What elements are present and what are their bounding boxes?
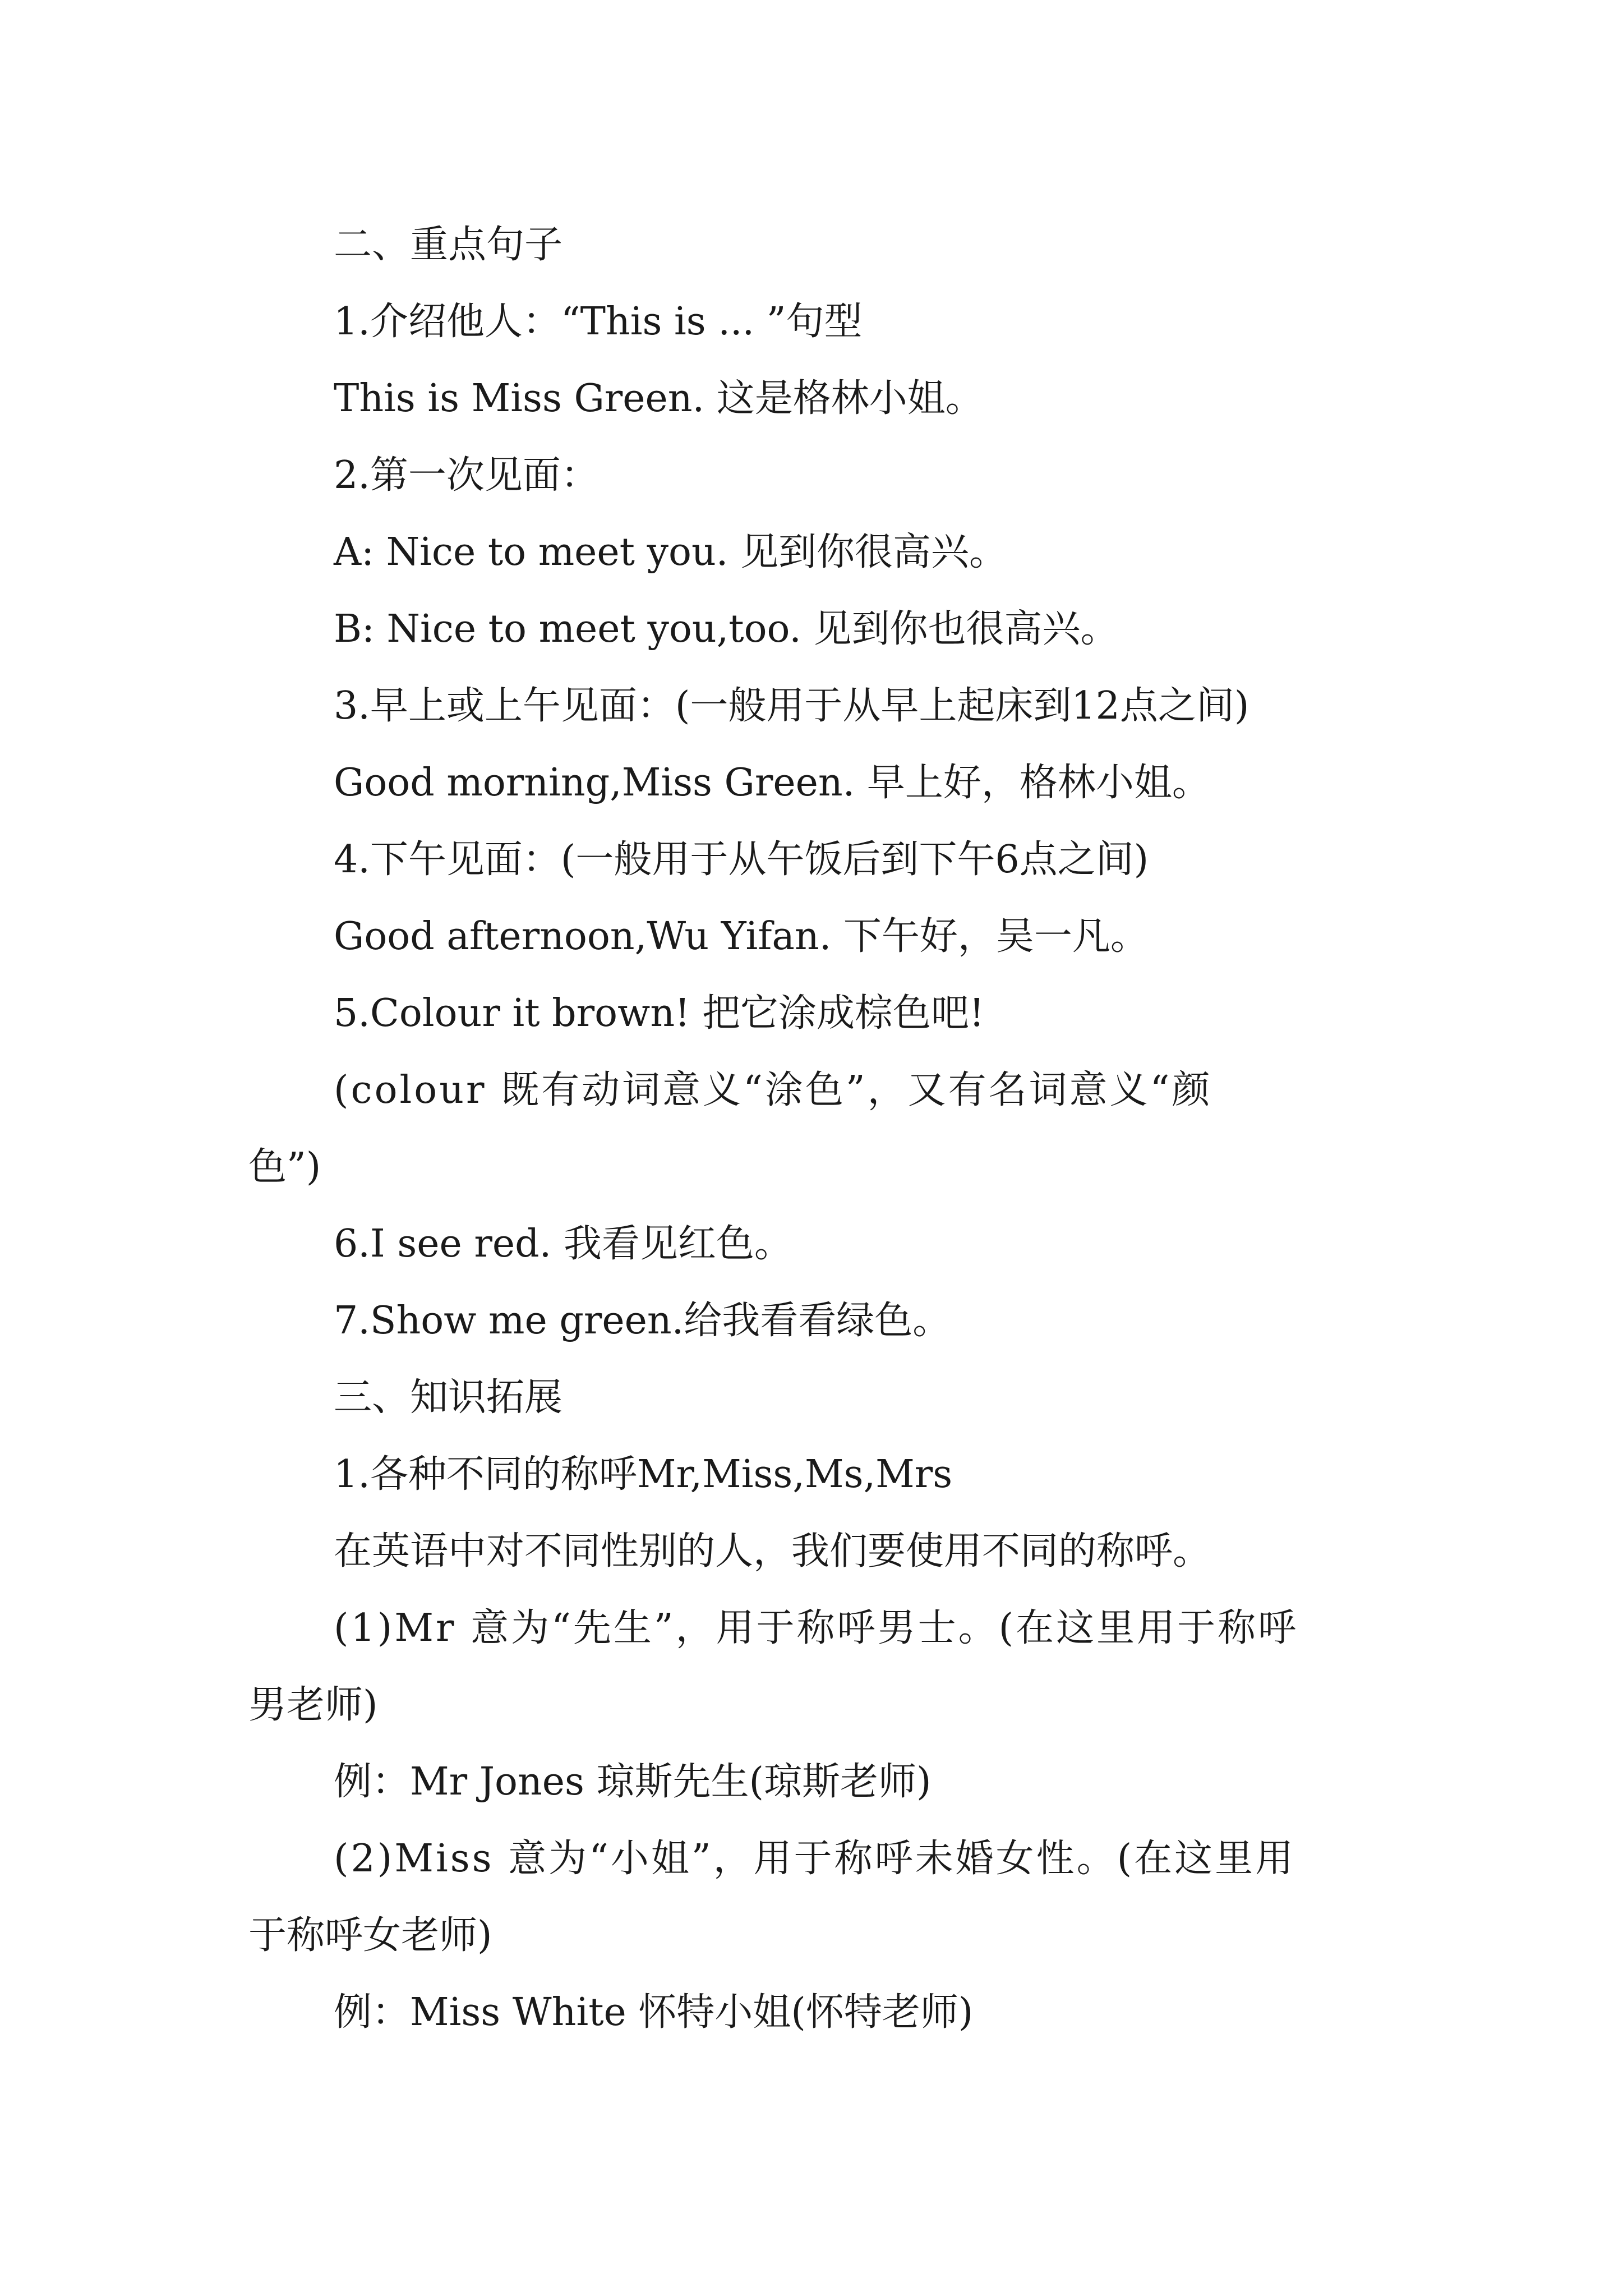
paragraph: 在英语中对不同性别的人，我们要使用不同的称呼。 xyxy=(334,1529,1211,1573)
paragraph: (colour 既有动词意义“涂色”，又有名词意义“颜 xyxy=(334,1068,1212,1112)
section-heading-knowledge-extension: 三、知识拓展 xyxy=(334,1375,563,1420)
paragraph: (2)Miss 意为“小姐”，用于称呼未婚女性。(在这里用 xyxy=(334,1837,1296,1881)
paragraph-continuation: 男老师) xyxy=(248,1683,378,1727)
paragraph: 例：Mr Jones 琼斯先生(琼斯老师) xyxy=(334,1760,932,1804)
paragraph-continuation: 于称呼女老师) xyxy=(248,1913,492,1958)
paragraph: B: Nice to meet you,too. 见到你也很高兴。 xyxy=(334,607,1119,651)
paragraph: This is Miss Green. 这是格林小姐。 xyxy=(334,376,984,421)
paragraph: 1.各种不同的称呼Mr,Miss,Ms,Mrs xyxy=(334,1452,953,1497)
paragraph: 2.第一次见面： xyxy=(334,453,599,498)
paragraph: 1.介绍他人：“This is ... ”句型 xyxy=(334,300,863,344)
paragraph: 3.早上或上午见面：(一般用于从早上起床到12点之间) xyxy=(334,684,1249,728)
paragraph: 5.Colour it brown! 把它涂成棕色吧! xyxy=(334,991,985,1036)
paragraph: 6.I see red. 我看见红色。 xyxy=(334,1222,792,1266)
paragraph: 例：Miss White 怀特小姐(怀特老师) xyxy=(334,1990,974,2035)
paragraph: Good morning,Miss Green. 早上好，格林小姐。 xyxy=(334,761,1210,805)
paragraph: Good afternoon,Wu Yifan. 下午好，吴一凡。 xyxy=(334,914,1149,959)
paragraph-continuation: 色”) xyxy=(248,1145,321,1189)
paragraph: 7.Show me green.给我看看绿色。 xyxy=(334,1299,951,1343)
section-heading-key-sentences: 二、重点句子 xyxy=(334,223,563,267)
paragraph: A: Nice to meet you. 见到你很高兴。 xyxy=(334,530,1007,574)
paragraph: (1)Mr 意为“先生”，用于称呼男士。(在这里用于称呼 xyxy=(334,1606,1299,1650)
document-body xyxy=(248,206,1380,2051)
paragraph: 4.下午见面：(一般用于从午饭后到下午6点之间) xyxy=(334,838,1149,882)
